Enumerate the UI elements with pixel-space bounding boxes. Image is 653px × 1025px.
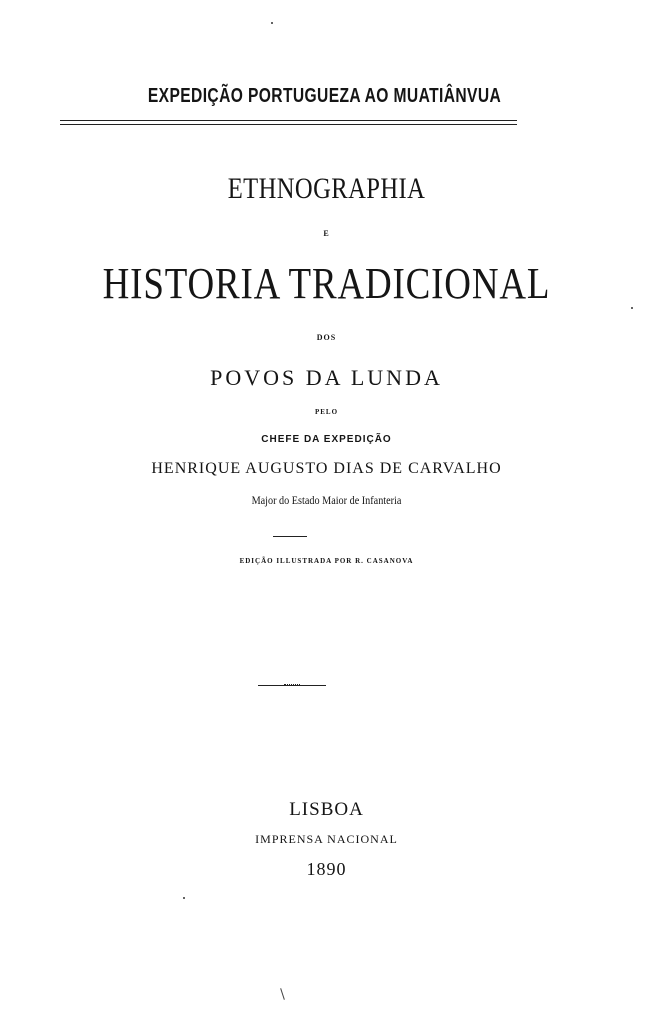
series-title: EXPEDIÇÃO PORTUGUEZA AO MUATIÂNVUA: [147, 85, 502, 107]
imprint-printer: IMPRENSA NACIONAL: [255, 832, 398, 846]
scan-speck: [183, 897, 185, 899]
byline-pelo: PELO: [314, 408, 339, 416]
author-name: HENRIQUE AUGUSTO DIAS DE CARVALHO: [151, 460, 502, 477]
scan-speck: [271, 22, 273, 24]
conjunction-e: E: [323, 229, 330, 238]
ornamental-rule: [258, 685, 326, 686]
title-povos-da-lunda: POVOS DA LUNDA: [210, 365, 443, 390]
scan-speck: [631, 307, 633, 309]
imprint-place: LISBOA: [289, 799, 364, 820]
edition-note: EDIÇÃO ILLUSTRADA POR R. CASANOVA: [239, 557, 414, 565]
short-rule: [273, 536, 307, 537]
title-ethnographia: ETHNOGRAPHIA: [227, 172, 426, 205]
author-role: CHEFE DA EXPEDIÇÃO: [261, 434, 392, 445]
scan-scratch: [280, 988, 285, 1000]
double-rule: [60, 120, 517, 125]
imprint-year: 1890: [306, 859, 347, 879]
author-rank: Major do Estado Maior de Infanteria: [251, 493, 402, 507]
preposition-dos: DOS: [316, 333, 337, 342]
title-historia-tradicional: HISTORIA TRADICIONAL: [102, 259, 551, 308]
